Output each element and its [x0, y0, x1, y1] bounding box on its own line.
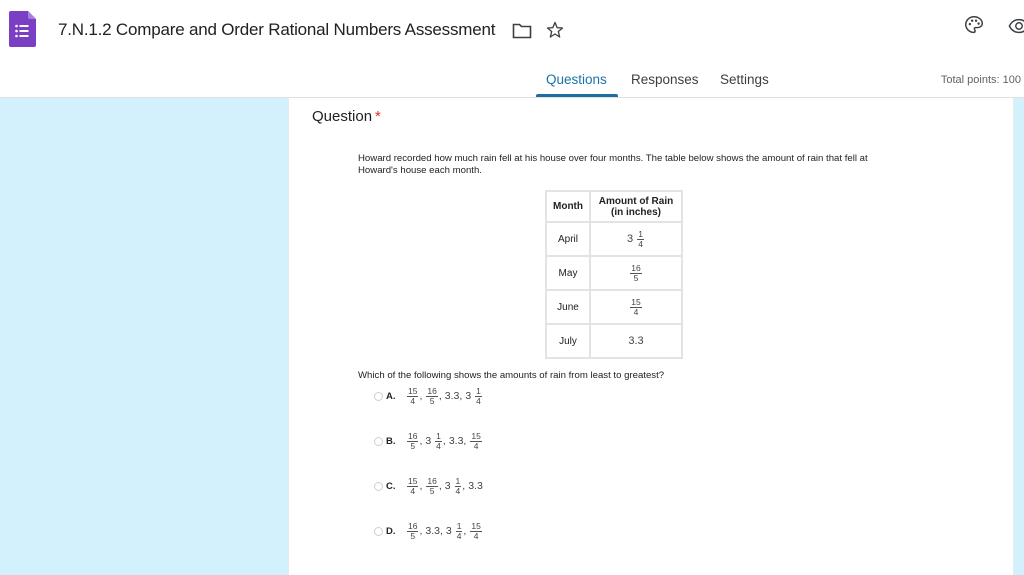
whole-number: 3: [444, 480, 451, 492]
denominator: 5: [410, 530, 416, 541]
numerator: 1: [456, 521, 462, 531]
fraction: [455, 477, 462, 495]
question-label: Question: [312, 108, 373, 125]
numerator: 16: [427, 476, 437, 486]
comma: ,: [463, 435, 467, 447]
form-title[interactable]: 7.N.1.2 Compare and Order Rational Numbers Assessment: [58, 20, 496, 39]
active-tab-indicator: [536, 94, 618, 97]
denominator: 4: [476, 395, 481, 406]
decimal: 3.3: [468, 480, 483, 492]
numerator: 16: [408, 431, 418, 441]
fraction: [435, 432, 442, 450]
forms-logo-icon[interactable]: [9, 11, 36, 47]
decimal: 3.3: [425, 525, 440, 537]
month-cell: June: [546, 290, 590, 324]
numerator: 15: [631, 297, 641, 307]
fraction: [426, 387, 437, 405]
numerator: 1: [638, 229, 643, 239]
question-prompt: Howard recorded how much rain fell at his house over four months. The table below shows the amount of rain that fell at Howard's house each month.: [358, 153, 868, 176]
question-card[interactable]: [288, 98, 1014, 575]
fraction: [470, 522, 481, 540]
option-value: [406, 477, 483, 495]
option-d[interactable]: [374, 519, 483, 543]
folder-icon[interactable]: [512, 22, 532, 40]
comma: ,: [438, 390, 442, 402]
table-header-row: [546, 191, 682, 222]
numerator: 1: [436, 431, 441, 441]
numerator: 15: [408, 386, 418, 396]
whole-number: 3: [465, 390, 472, 402]
option-letter: D.: [386, 525, 396, 537]
comma: ,: [440, 525, 443, 537]
fraction: [475, 387, 482, 405]
decimal: 3.3: [444, 390, 460, 402]
rain-table: [545, 190, 683, 359]
tab-settings[interactable]: Settings: [720, 72, 769, 87]
amount-cell: [590, 256, 682, 290]
option-value: [406, 387, 483, 405]
tab-bar: [0, 62, 1024, 98]
denominator: 4: [473, 440, 479, 451]
comma: ,: [438, 480, 442, 492]
radio-button[interactable]: [374, 527, 383, 536]
numerator: 1: [455, 476, 461, 486]
table-row: [546, 222, 682, 256]
radio-button[interactable]: [374, 482, 383, 491]
denominator: 5: [429, 485, 435, 496]
comma: ,: [419, 390, 423, 402]
fraction: [407, 387, 418, 405]
fraction: [407, 477, 418, 495]
month-cell: April: [546, 222, 590, 256]
total-points: Total points: 100: [940, 74, 1021, 86]
numerator: 16: [427, 386, 437, 396]
table-row: [546, 256, 682, 290]
denominator: 4: [410, 395, 416, 406]
comma: ,: [463, 525, 467, 537]
fraction: [426, 477, 437, 495]
fraction: [630, 298, 641, 316]
fraction: [470, 432, 481, 450]
radio-button[interactable]: [374, 392, 383, 401]
amount-cell: 3.3: [590, 324, 682, 358]
comma: ,: [419, 525, 423, 537]
fraction: [630, 264, 641, 282]
denominator: 4: [410, 485, 416, 496]
option-a[interactable]: [374, 384, 483, 408]
amount-cell: [590, 290, 682, 324]
tab-questions[interactable]: Questions: [546, 72, 607, 87]
palette-icon[interactable]: [963, 14, 985, 36]
option-letter: C.: [386, 480, 396, 492]
comma: ,: [459, 390, 463, 402]
denominator: 4: [473, 530, 479, 541]
form-canvas: [0, 98, 1024, 575]
header-amount-line2: (in inches): [610, 206, 661, 218]
option-b[interactable]: [374, 429, 483, 453]
decimal: 3.3: [448, 435, 464, 447]
required-asterisk: *: [375, 108, 381, 125]
top-bar: [0, 0, 1024, 62]
month-cell: July: [546, 324, 590, 358]
comma: ,: [442, 435, 446, 447]
question-title[interactable]: [312, 108, 381, 125]
month-cell: May: [546, 256, 590, 290]
comma: ,: [462, 480, 466, 492]
preview-eye-icon[interactable]: [1008, 16, 1024, 36]
denominator: 4: [633, 306, 639, 317]
table-row: [546, 324, 682, 358]
denominator: 4: [455, 485, 461, 496]
option-letter: A.: [386, 390, 396, 402]
option-value: [406, 432, 483, 450]
denominator: 4: [436, 440, 441, 451]
numerator: 15: [408, 476, 418, 486]
option-value: [406, 522, 483, 540]
numerator: 16: [631, 263, 641, 273]
header-month: Month: [546, 191, 590, 222]
denominator: 5: [429, 395, 435, 406]
denominator: 5: [410, 440, 416, 451]
amount-cell: [590, 222, 682, 256]
fraction: [456, 522, 463, 540]
fraction: [407, 432, 418, 450]
whole-number: 3: [425, 435, 432, 447]
option-letter: B.: [386, 435, 396, 447]
table-row: [546, 290, 682, 324]
fraction: [407, 522, 418, 540]
whole-number: 3: [627, 232, 634, 245]
fraction: [637, 230, 644, 248]
denominator: 5: [633, 272, 639, 283]
comma: ,: [419, 435, 423, 447]
header-amount: [590, 191, 682, 222]
numerator: 16: [408, 521, 418, 531]
denominator: 4: [456, 530, 462, 541]
star-icon[interactable]: [545, 20, 565, 40]
option-c[interactable]: [374, 474, 483, 498]
denominator: 4: [638, 238, 643, 249]
comma: ,: [419, 480, 423, 492]
header-amount-line1: Amount of Rain: [598, 195, 674, 207]
whole-number: 3: [445, 525, 452, 537]
numerator: 15: [471, 521, 481, 531]
question-ask: Which of the following shows the amounts of rain from least to greatest?: [358, 370, 665, 381]
numerator: 15: [471, 431, 481, 441]
numerator: 1: [476, 386, 481, 396]
tab-responses[interactable]: Responses: [631, 72, 699, 87]
radio-button[interactable]: [374, 437, 383, 446]
